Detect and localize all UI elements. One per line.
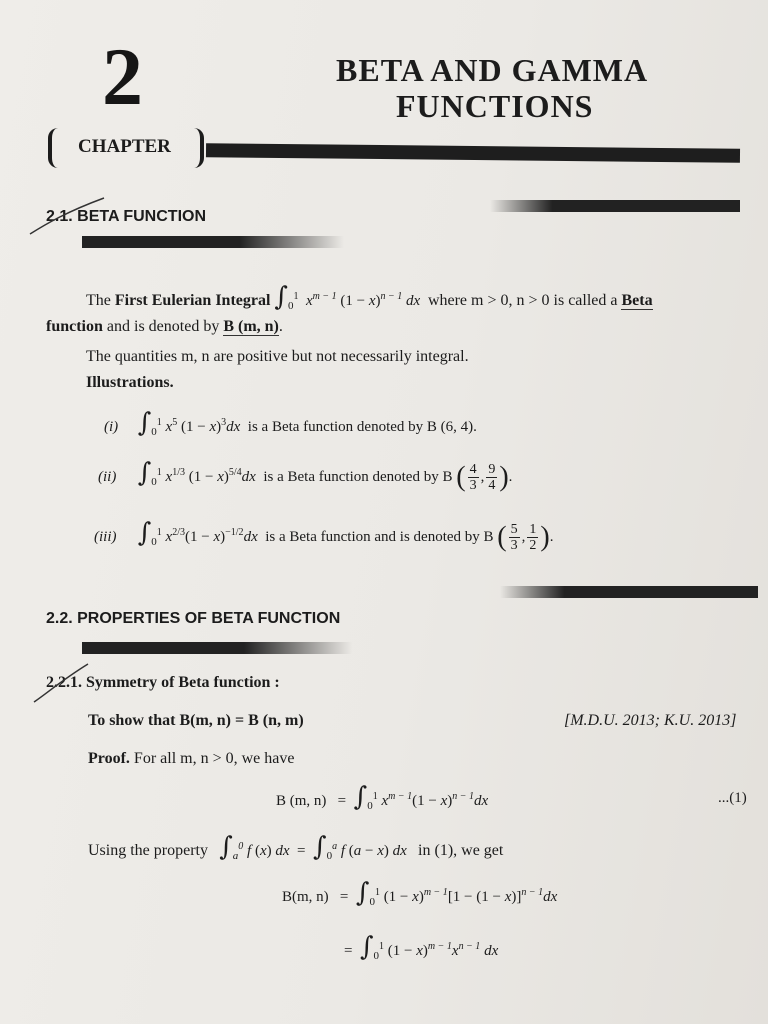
pen-mark-icon [26,194,106,238]
in1-text: in (1), we get [418,842,504,859]
illustration-3: (iii) $\int_0^1$ $x^{2/3}(1 - x)^{-1/2}dx$ is a Beta function and is denoted by B ( $\frac{5}{3}$ , $\frac{1}{2}$ ). [94,518,554,554]
definition-line2: function and is denoted by B (m, n). [46,318,283,335]
subsection-heading-2-2-1: 2.2.1. Symmetry of Beta function : [46,674,280,691]
def-integral: $\int_0^1$ $x^{m - 1}$ $(1 - x)^{n - 1}$ dx [274,282,421,312]
equation-1: B (m, $n) = \int_0^1$ $x^{m - 1}(1 - x)^{n - 1}dx$ [276,782,489,812]
proof-text: For all m, n > 0, we have [129,750,295,767]
show-statement: To show that B(m, n) = B (n, m) [88,712,304,729]
section-rule-right [500,586,758,598]
illustration-label: (iii) [94,529,117,545]
equation-2: B(m, $n) = \int_0^1$ $(1 - x)^{m - 1}[1 - (1 - x)]^{n - 1}dx$ [282,878,558,908]
chapter-title-line2: FUNCTIONS [396,88,594,124]
illustration-1: (i) $\int_0^1$ $x^5$ $(1 - x)^3dx$ is a Beta function denoted by B (6, 4). [104,408,477,438]
equation-tag: ...(1) [718,790,747,806]
using-text: Using the property [88,842,208,859]
def-condition: where m > 0, n > 0 is called a [427,292,622,309]
proof-line [88,750,294,768]
left-bracket [48,128,66,168]
eq2-lhs: B(m, n) [282,889,329,905]
quantities-note: The quantities m, n are positive but not necessarily integral. [86,348,469,365]
def-denoted: and is denoted by [102,318,224,335]
exam-reference: [M.D.U. 2013; K.U. 2013] [564,712,737,729]
pen-mark-icon [30,660,90,706]
illustration-text: is a Beta function and is denoted by B [265,529,494,545]
def-beta-word: Beta [621,292,653,309]
chapter-label: CHAPTER [78,136,171,157]
property-line: Using the property $\int_a^0$ f (x) dx = $\int_0^a$ f (a − x) dx in (1), we get [88,832,504,862]
illustration-label: (ii) [98,469,117,485]
chapter-title-line1: BETA AND GAMMA [336,52,649,88]
chapter-number: 2 [102,31,143,122]
section-heading-2-2: 2.2. PROPERTIES OF BETA FUNCTION [46,610,341,627]
illustrations-heading: Illustrations. [86,374,174,391]
proof-label: Proof. [88,750,130,767]
section-rule-left [82,642,352,654]
illustration-2: (ii) $\int_0^1$ $x^{1/3}$ $(1 - x)^{5/4}dx$ is a Beta function denoted by B ( $\frac{4}{3}$ , $\frac{9}{4}$ ). [98,458,513,494]
illustration-text: is a Beta function denoted by B [263,469,453,485]
chapter-label-box [48,128,204,168]
chapter-rule [206,143,740,163]
section-rule-right [490,200,740,212]
eq1-lhs: B (m, n) [276,793,327,809]
def-bmn: B (m, n) [223,318,279,335]
definition-line1 [86,282,653,312]
right-bracket [186,128,204,168]
def-intro: The [86,292,115,309]
illustration-label: (i) [104,419,119,435]
def-function-word: function [46,318,103,335]
illustration-text: is a Beta function denoted by B (6, 4). [247,419,477,435]
def-term: First Eulerian Integral [114,292,271,309]
equation-3: = $\int_0^1$ $(1 - x)^{m - 1}x^{n - 1}$ dx [344,932,499,962]
section-heading-2-1: 2.1. BETA FUNCTION [46,208,207,225]
section-rule-left [82,236,344,248]
